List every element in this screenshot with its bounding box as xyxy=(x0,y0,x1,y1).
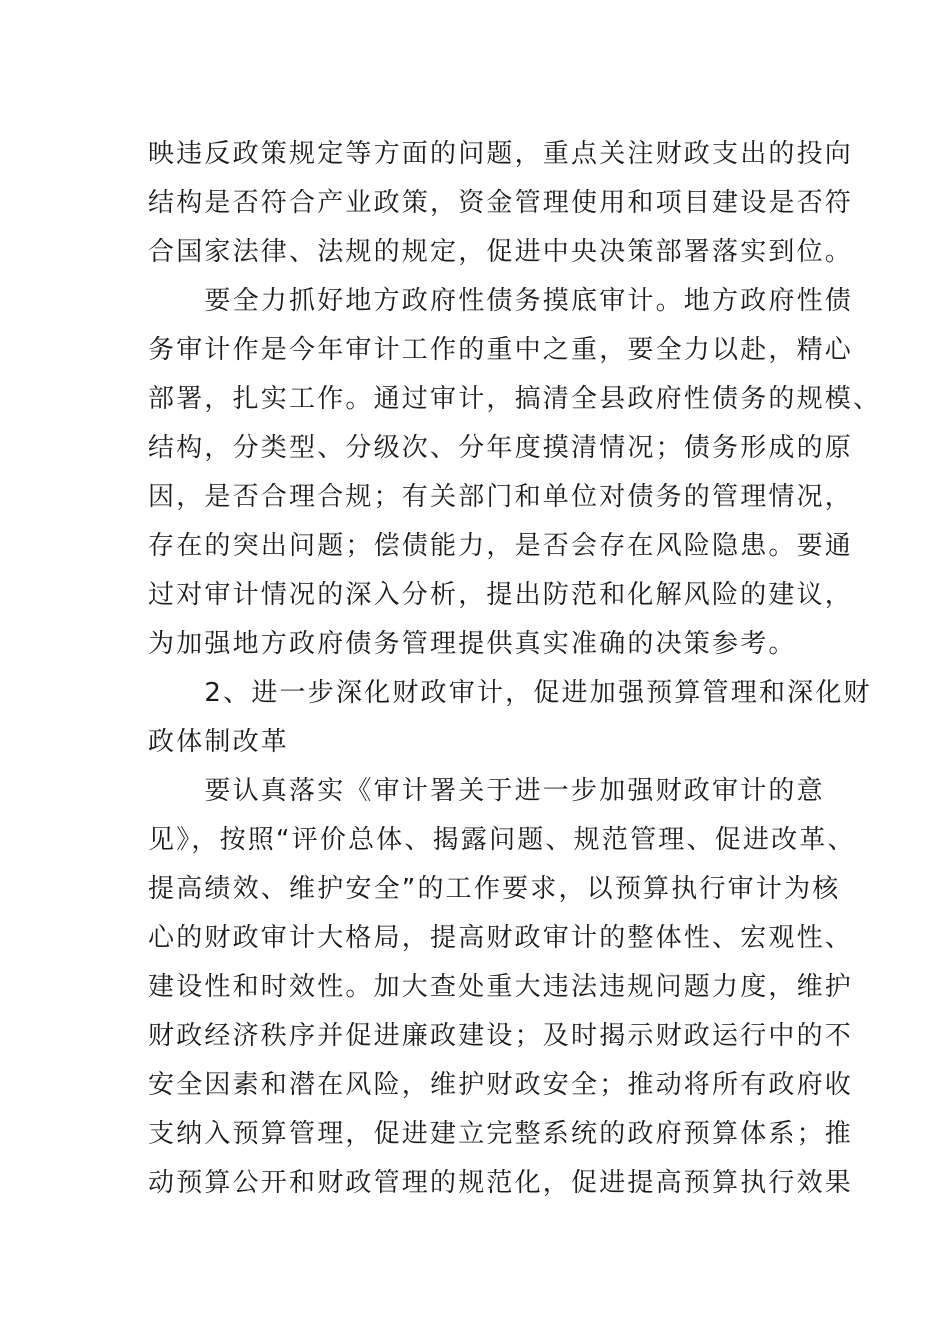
text-line: 要认真落实《审计署关于进一步加强财政审计的意 xyxy=(148,776,825,806)
text-line: 结构是否符合产业政策，资金管理使用和项目建设是否符 xyxy=(148,188,854,218)
section-heading-line: 2、进一步深化财政审计，促进加强预算管理和深化财 xyxy=(148,678,872,708)
text-line: 存在的突出问题；偿债能力，是否会存在风险隐患。要通 xyxy=(148,531,854,561)
section-heading-line: 政体制改革 xyxy=(148,727,290,757)
text-line: 财政经济秩序并促进廉政建设；及时揭示财政运行中的不 xyxy=(148,1021,854,1051)
text-line: 映违反政策规定等方面的问题，重点关注财政支出的投向 xyxy=(148,139,854,169)
text-line: 安全因素和潜在风险，维护财政安全；推动将所有政府收 xyxy=(148,1070,854,1100)
text-line: 合国家法律、法规的规定，促进中央决策部署落实到位。 xyxy=(148,237,854,267)
text-line: 心的财政审计大格局，提高财政审计的整体性、宏观性、 xyxy=(148,923,854,953)
text-line: 部署，扎实工作。通过审计，搞清全县政府性债务的规模、 xyxy=(148,384,882,414)
text-line: 支纳入预算管理，促进建立完整系统的政府预算体系；推 xyxy=(148,1119,854,1149)
text-line: 结构，分类型、分级次、分年度摸清情况；债务形成的原 xyxy=(148,433,854,463)
document-body xyxy=(148,130,882,1208)
text-line: 务审计作是今年审计工作的重中之重，要全力以赴，精心 xyxy=(148,335,854,365)
text-line: 见》，按照“评价总体、揭露问题、规范管理、促进改革、 xyxy=(148,825,856,855)
text-line: 建设性和时效性。加大查处重大违法违规问题力度，维护 xyxy=(148,972,854,1002)
text-line: 提高绩效、维护安全”的工作要求，以预算执行审计为核 xyxy=(148,874,841,904)
text-line: 要全力抓好地方政府性债务摸底审计。地方政府性债 xyxy=(148,286,854,316)
text-line: 为加强地方政府债务管理提供真实准确的决策参考。 xyxy=(148,629,797,659)
text-line: 动预算公开和财政管理的规范化，促进提高预算执行效果 xyxy=(148,1168,854,1198)
text-line: 因，是否合理合规；有关部门和单位对债务的管理情况， xyxy=(148,482,854,512)
text-line: 过对审计情况的深入分析，提出防范和化解风险的建议， xyxy=(148,580,854,610)
